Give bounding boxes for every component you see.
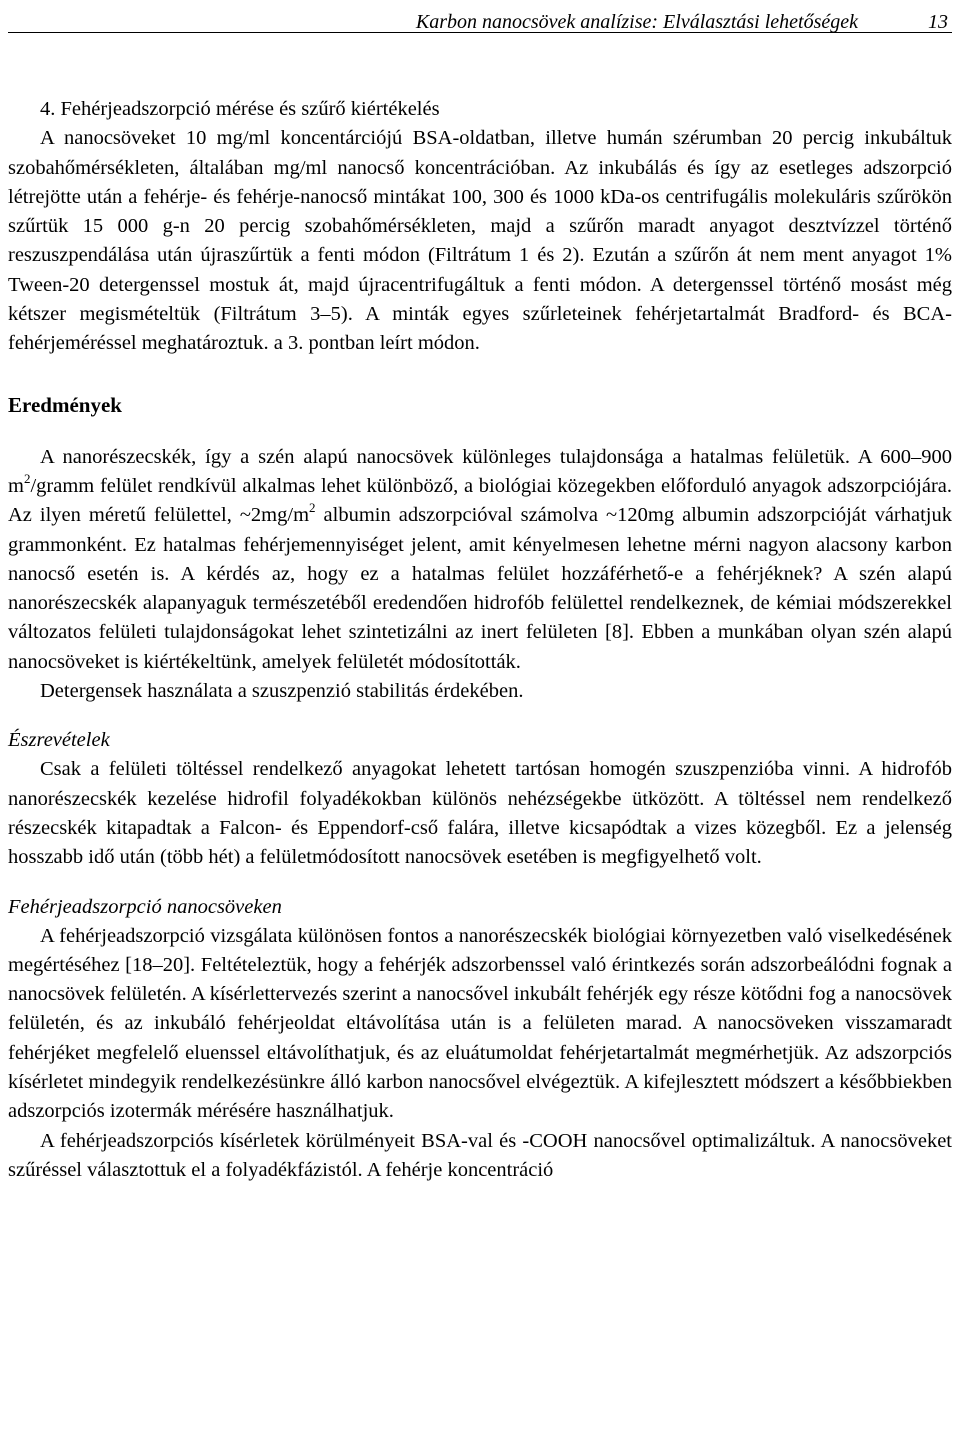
header-title: Karbon nanocsövek analízise: Elválasztási lehetőségek [415,11,858,33]
observations-heading: Észrevételek [8,729,110,752]
section-4-title: 4. Fehérjeadszorpció mérése és szűrő kiértékelés [40,98,440,120]
page-number: 13 [928,11,948,33]
results-paragraph-2: Detergensek használata a szuszpenzió stabilitás érdekében. [40,680,524,703]
running-header [8,0,952,33]
adsorption-paragraph-2: A fehérjeadszorpciós kísérletek körülményeit BSA-val és -COOH nanocsővel optimalizáltuk. A nanocsöveket szűréssel választottuk el a folyadékfázistól. A fehérje koncentráció [8,1129,952,1181]
superscript-2: 2 [23,471,31,487]
observations-paragraph: Csak a felületi töltéssel rendelkező anyagokat lehetett tartósan homogén szuszpenzióba vinni. A hidrofób nanorészecskék kezelése hidrofil folyadékokban különös nehézségekbe ütközött. A töltéssel nem rendelkező részecskék kitapadtak a Falcon- és Eppendorf-cső falára, illetve kicsapódtak a vizes közegből. Ez a jelenség hosszabb idő után (több hét) a felületmódosított nanocsövek esetében is megfigyelhető volt. [8,758,952,869]
section-4-paragraph: A nanocsöveket 10 mg/ml koncentárciójú BSA-oldatban, illetve humán szérumban 20 percig inkubáltuk szobahőmérsékleten, általában mg/ml nanocső koncentrációban. Az inkubálás és így az esetleges adszorpció létrejötte után a fehérje- és fehérje-nanocső mintákat 100, 300 és 1000 kDa-os centrifugális molekuláris szűrökön szűrtük 15 000 g-n 20 percig szobahőmérsékleten, majd a szűrőn maradt anyagot desztvízzel történő reszuszpendálása után újraszűrtük a fenti módon (Filtrátum 1 és 2). Ezután a szűrőn át nem ment anyagot 1% Tween-20 detergenssel mostuk át, majd újracentrifugáltuk a fenti módon. A detergenssel történő mosást még kétszer megismételtük (Filtrátum 3–5). A minták egyes szűrleteinek fehérjetartalmát Bradford- és BCA- fehérjeméréssel meghatároztuk. a 3. pontban leírt módon. [8,127,952,355]
adsorption-paragraph-1: A fehérjeadszorpció vizsgálata különösen fontos a nanorészecskék biológiai környezetben való viselkedésének megértéséhez [18–20]. Feltételeztük, hogy a fehérjék adszorbenssel való érintkezés során adszorbeálódni fognak a nanocsövek felületén. A kísérlettervezés szerint a nanocsővel inkubált fehérjék egy része kötődni fog a nanocsövek felületén, és az inkubáló fehérjeoldat eltávolítása után is a felületen marad. A nanocsöveken visszamaradt fehérjéket megfelelő eluenssel eltávolíthatjuk, és az eluátumoldat fehérjetartalmát megmérhetjük. Az adszorpciós kísérletet mindegyik rendelkezésünkre álló karbon nanocsővel elvégeztük. A kifejlesztett módszert a későbbiekben adszorpciós izotermák mérésére használhatjuk. [8,924,952,1123]
results-paragraph-1: A nanorészecskék, így a szén alapú nanocsövek különleges tulajdonsága a hatalmas felületük. A 600–900 $m^2$/gramm felület rendkívül alkalmas lehet különböző, a biológiai közegekben előforduló anyagok adszorpciójára. Az ilyen méretű felülettel, $\sim 2mg/m^2$ albumin adszorpcióval számolva ~120mg albumin adszorpcióját várhatjuk grammonként. Ez hatalmas fehérjemennyiséget jelent, amit kényelmesen lehetne mérni nagyon alacsony karbon nanocső esetén is. A kérdés az, hogy ez a hatalmas felület hozzáférhető-e a fehérjéknek? A szén alapú nanorészecskék alapanyaguk természetéből eredendően hidrofób felülettel rendelkeznek, de kémiai módszerekkel változatos felületi tulajdonságokat lehet szintetizálni az inert felületen [8]. Ebben a munkában olyan szén alapú nanocsöveket is kiértékeltünk, amelyek felületét módosították. [8,445,952,673]
superscript-2: 2 [309,500,316,516]
results-heading: Eredmények [8,392,122,417]
body-text [8,95,952,1185]
adsorption-heading: Fehérjeadszorpció nanocsöveken [8,895,282,918]
